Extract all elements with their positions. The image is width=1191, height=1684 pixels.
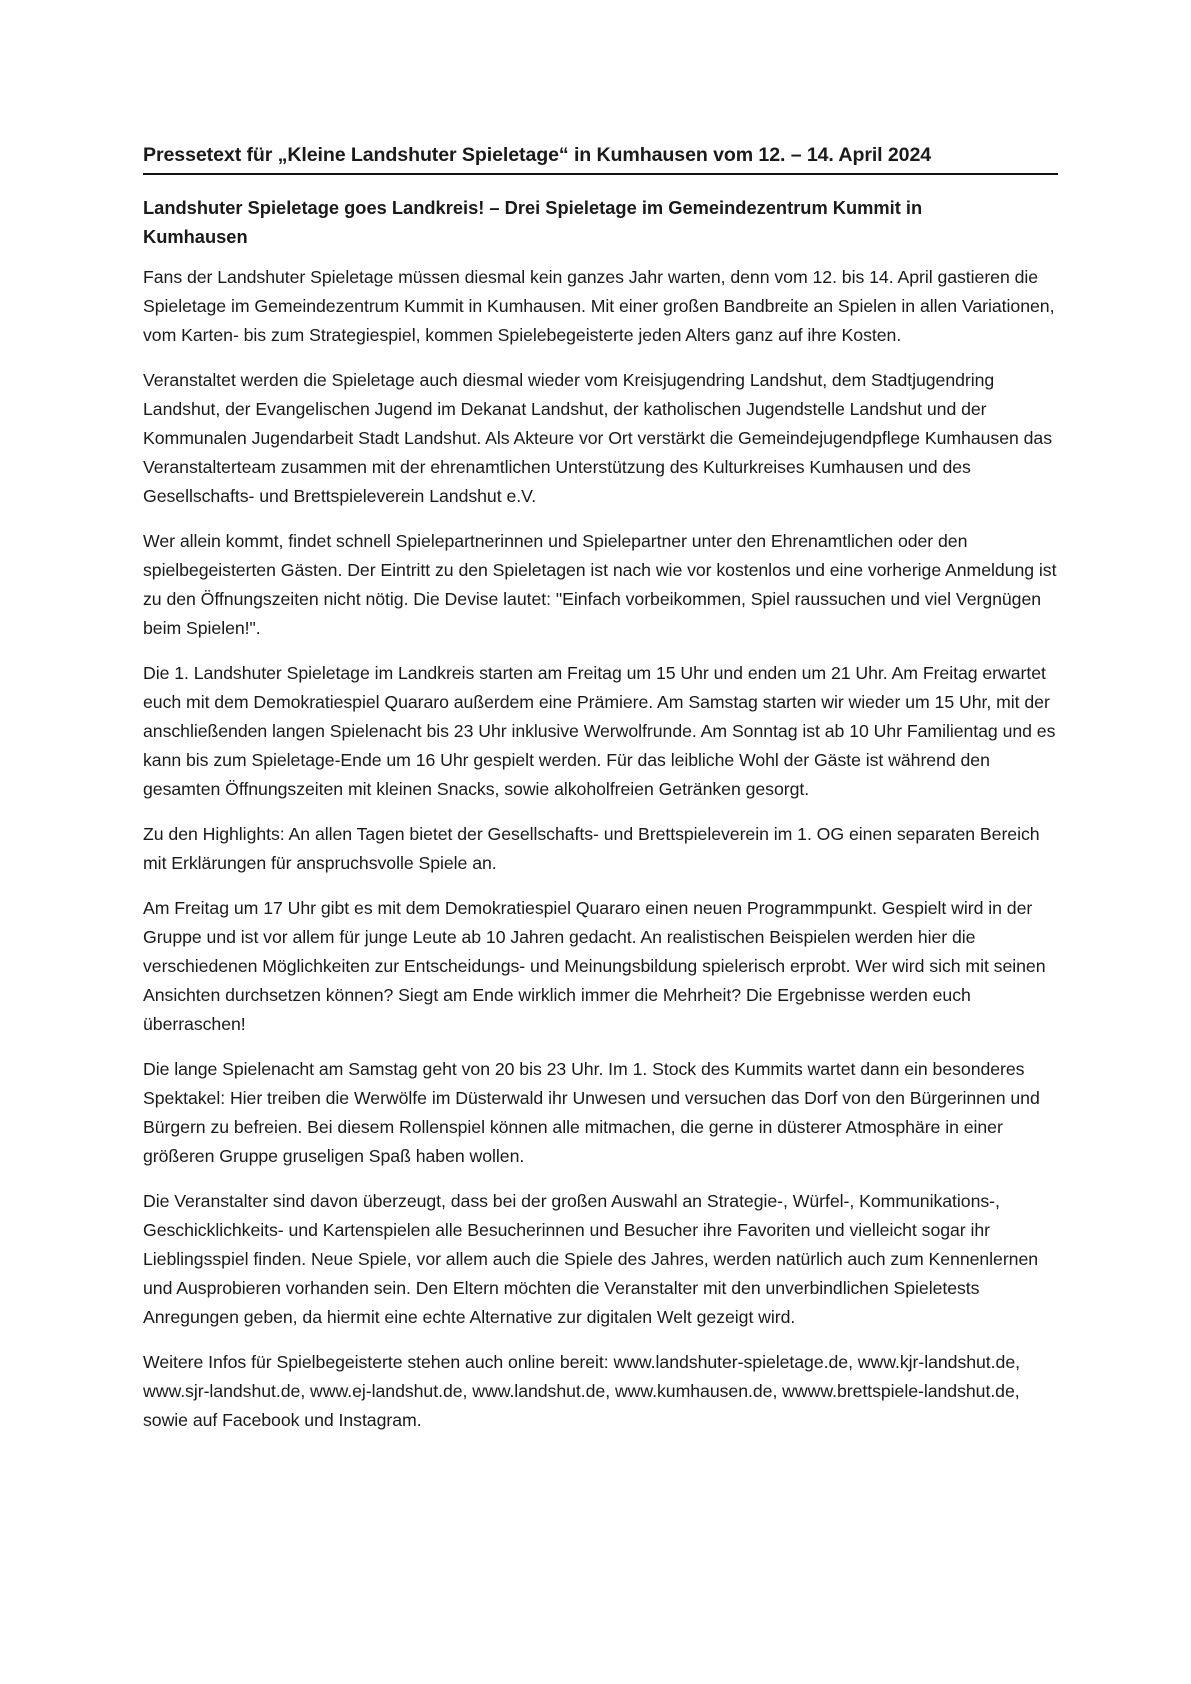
- paragraph-admission: Wer allein kommt, findet schnell Spielepartnerinnen und Spielepartner unter den Ehrenamtlichen oder den spielbegeisterten Gästen. Der Eintritt zu den Spieletagen ist nach wie vor kostenlos und eine vorherige Anmeldung ist zu den Öffnungszeiten nicht nötig. Die Devise lautet: "Einfach vorbeikommen, Spiel raussuchen und viel Vergnügen beim Spielen!".: [143, 531, 1057, 638]
- document-title: Pressetext für „Kleine Landshuter Spieletage“ in Kumhausen vom 12. – 14. April 2024: [143, 144, 932, 166]
- paragraph-intro: Fans der Landshuter Spieletage müssen diesmal kein ganzes Jahr warten, denn vom 12. bis 14. April gastieren die Spieletage im Gemeindezentrum Kummit in Kumhausen. Mit einer großen Bandbreite an Spielen in allen Variationen, vom Karten- bis zum Strategiespiel, kommen Spielebegeisterte jeden Alters ganz auf ihre Kosten.: [143, 267, 1055, 345]
- paragraph-organizers: Veranstaltet werden die Spieletage auch diesmal wieder vom Kreisjugendring Landshut, dem Stadtjugendring Landshut, der Evangelischen Jugend im Dekanat Landshut, der katholischen Jugendstelle Landshut und der Kommunalen Jugendarbeit Stadt Landshut. Als Akteure vor Ort verstärkt die Gemeindejugendpflege Kumhausen das Veranstalterteam zusammen mit der ehrenamtlichen Unterstützung des Kulturkreises Kumhausen und des Gesellschafts- und Brettspieleverein Landshut e.V.: [143, 370, 1053, 506]
- title-underline-rule: [143, 173, 1058, 175]
- paragraph-highlights: Zu den Highlights: An allen Tagen bietet der Gesellschafts- und Brettspieleverein im 1. OG einen separaten Bereich mit Erklärungen für anspruchsvolle Spiele an.: [143, 824, 1040, 873]
- paragraph-quararo: Am Freitag um 17 Uhr gibt es mit dem Demokratiespiel Quararo einen neuen Programmpunkt. Gespielt wird in der Gruppe und ist vor allem für junge Leute ab 10 Jahren gedacht. An realistischen Beispielen werden hier die verschiedenen Möglichkeiten zur Entscheidungs- und Meinungsbildung spielerisch erprobt. Wer wird sich mit seinen Ansichten durchsetzen können? Siegt am Ende wirklich immer die Mehrheit? Die Ergebnisse werden euch überraschen!: [143, 898, 1046, 1034]
- press-release-page: [143, 142, 1063, 1451]
- paragraph-game-night: Die lange Spielenacht am Samstag geht von 20 bis 23 Uhr. Im 1. Stock des Kummits wartet dann ein besonderes Spektakel: Hier treiben die Werwölfe im Düsterwald ihr Unwesen und versuchen das Dorf von den Bürgerinnen und Bürgern zu befreien. Bei diesem Rollenspiel können alle mitmachen, die gerne in düsterer Atmosphäre in einer größeren Gruppe gruseligen Spaß haben wollen.: [143, 1059, 1040, 1166]
- document-subtitle: Landshuter Spieletage goes Landkreis! – Drei Spieletage im Gemeindezentrum Kummit in Kumhausen: [143, 197, 923, 247]
- paragraph-schedule: Die 1. Landshuter Spieletage im Landkreis starten am Freitag um 15 Uhr und enden um 21 Uhr. Am Freitag erwartet euch mit dem Demokratiespiel Quararo außerdem eine Prämiere. Am Samstag starten wir wieder um 15 Uhr, mit der anschließenden langen Spielenacht bis 23 Uhr inklusive Werwolfrunde. Am Sonntag ist ab 10 Uhr Familientag und es kann bis zum Spieletage-Ende um 16 Uhr gespielt werden. Für das leibliche Wohl der Gäste ist während den gesamten Öffnungszeiten mit kleinen Snacks, sowie alkoholfreien Getränken gesorgt.: [143, 663, 1056, 799]
- paragraph-game-selection: Die Veranstalter sind davon überzeugt, dass bei der großen Auswahl an Strategie-, Würfel-, Kommunikations-, Geschicklichkeits- und Kartenspielen alle Besucherinnen und Besucher ihre Favoriten und vielleicht sogar ihr Lieblingsspiel finden. Neue Spiele, vor allem auch die Spiele des Jahres, werden natürlich auch zum Kennenlernen und Ausprobieren vorhanden sein. Den Eltern möchten die Veranstalter mit den unverbindlichen Spieletests Anregungen geben, da hiermit eine echte Alternative zur digitalen Welt gezeigt wird.: [143, 1191, 1039, 1327]
- paragraph-links: Weitere Infos für Spielbegeisterte stehen auch online bereit: www.landshuter-spieletage.de, www.kjr-landshut.de, www.sjr-landshut.de, www.ej-landshut.de, www.landshut.de, www.kumhausen.de, wwww.brettspiele-landshut.de, sowie auf Facebook und Instagram.: [143, 1352, 1020, 1430]
